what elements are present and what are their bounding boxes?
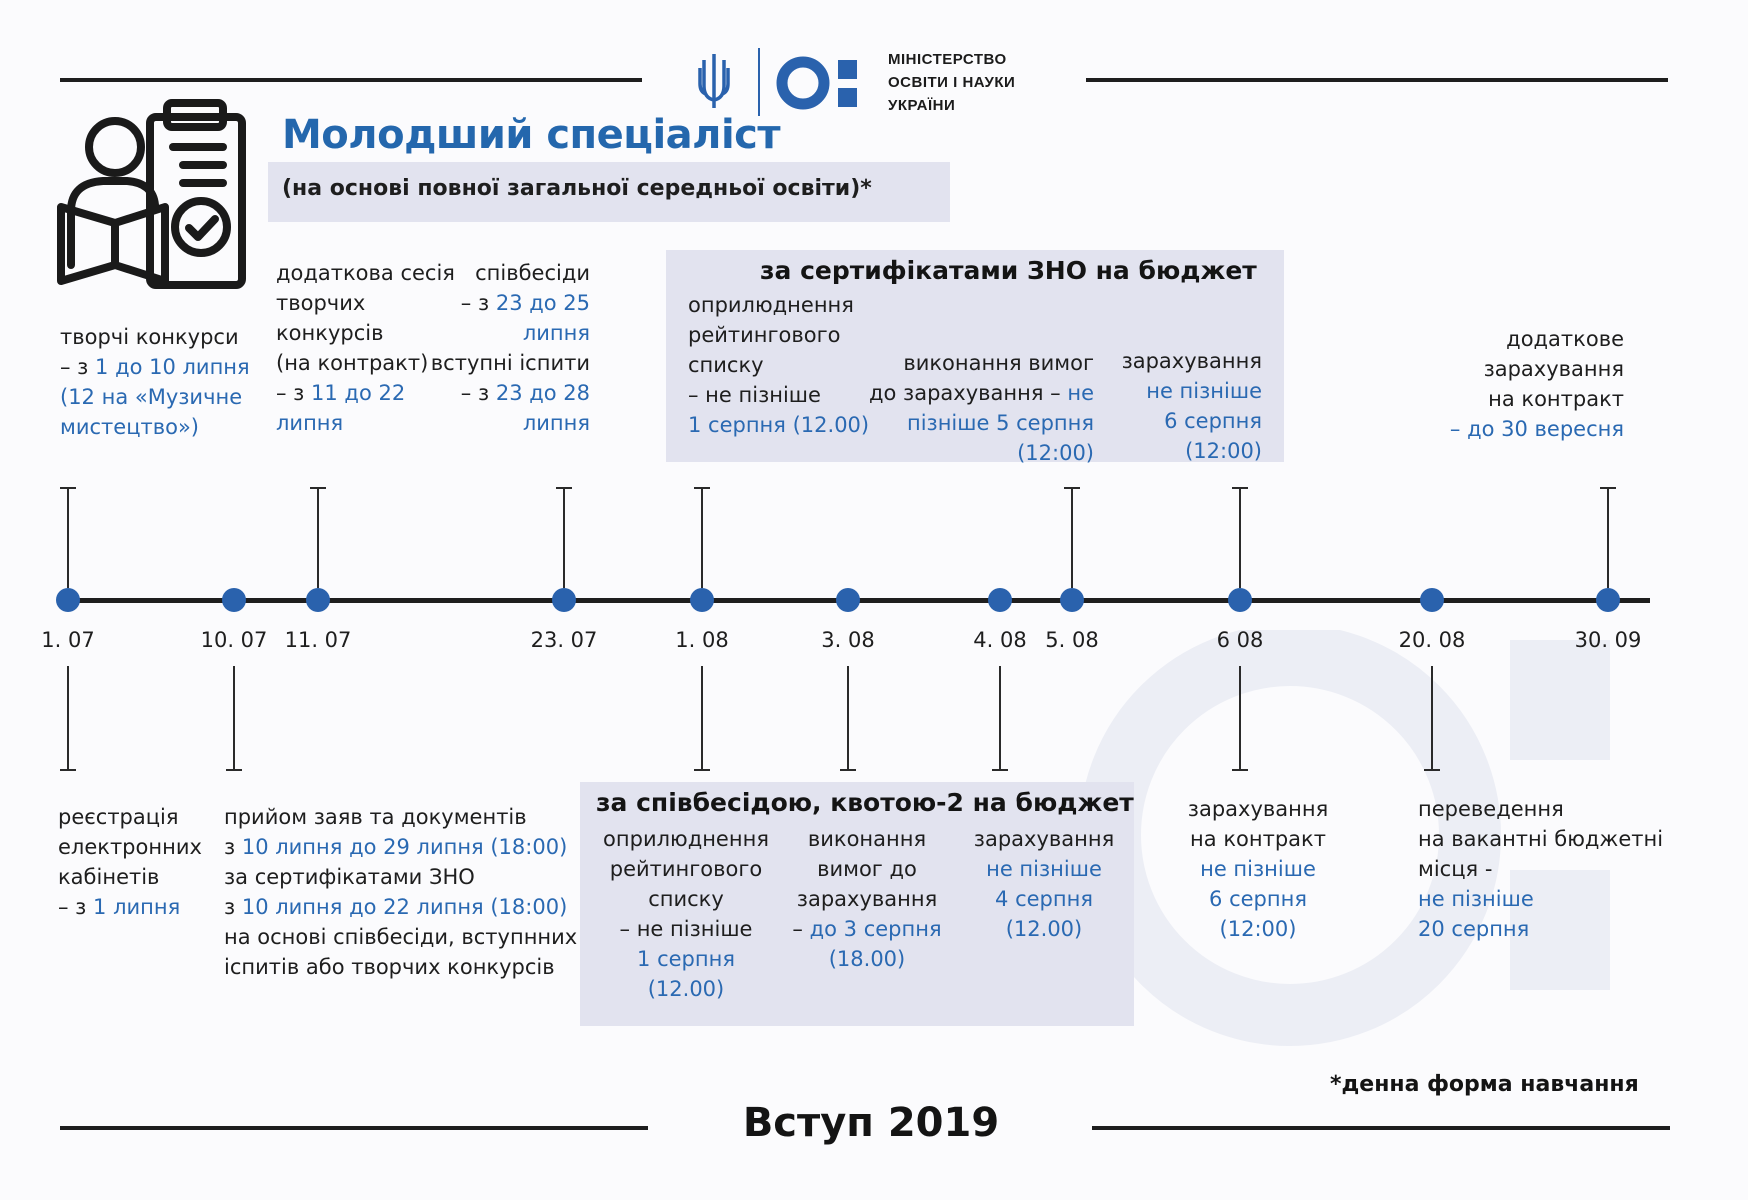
- event-contract-enrollment: зарахування на контракт не пізніше 6 серпня (12:00): [1187, 797, 1329, 941]
- event-budget-transfer: переведення на вакантні бюджетні місця - не пізніше 20 серпня: [1418, 797, 1664, 941]
- timeline-tick-cap: [694, 769, 710, 771]
- mon-logo-icon: [776, 54, 866, 112]
- timeline-tick-down: [999, 666, 1001, 770]
- page-subtitle: (на основі повної загальної середньої освіти)*: [282, 176, 872, 201]
- timeline-dot: [1060, 588, 1084, 612]
- header-rule-left: [60, 78, 642, 82]
- timeline-tick-up: [1071, 488, 1073, 588]
- timeline-tick-down: [701, 666, 703, 770]
- footer-title: Вступ 2019: [742, 1100, 1000, 1146]
- timeline-tick-cap: [60, 487, 76, 489]
- timeline-tick-cap: [1232, 769, 1248, 771]
- timeline-tick-down: [847, 666, 849, 770]
- event-extra-enrollment: додаткове зарахування на контракт – до 30 вересня: [1449, 327, 1624, 441]
- timeline-dot: [836, 588, 860, 612]
- timeline-dot: [552, 588, 576, 612]
- timeline-tick-cap: [310, 487, 326, 489]
- ministry-line-2: ОСВІТИ І НАУКИ: [888, 74, 1016, 91]
- timeline-date-label: 30. 09: [1574, 628, 1642, 652]
- ministry-line-1: МІНІСТЕРСТВО: [888, 51, 1007, 68]
- timeline-tick-cap: [60, 769, 76, 771]
- timeline-dot: [56, 588, 80, 612]
- timeline-tick-cap: [840, 769, 856, 771]
- timeline-date-label: 1. 08: [675, 628, 729, 652]
- timeline-date-label: 6 08: [1216, 628, 1264, 652]
- footnote: *денна форма навчання: [1330, 1072, 1639, 1097]
- timeline-tick-up: [1239, 488, 1241, 588]
- event-requirements-zno: виконання вимог до зарахування – не пізніше 5 серпня (12:00): [869, 351, 1094, 465]
- timeline-tick-cap: [1600, 487, 1616, 489]
- event-creative-contests: творчі конкурси – з 1 до 10 липня (12 на «Музичне мистецтво»): [60, 325, 250, 439]
- footer-rule-right: [1092, 1126, 1670, 1130]
- timeline-tick-cap: [1064, 487, 1080, 489]
- timeline-tick-up: [317, 488, 319, 588]
- timeline-tick-cap: [694, 487, 710, 489]
- timeline-tick-down: [1431, 666, 1433, 770]
- timeline-date-label: 5. 08: [1045, 628, 1099, 652]
- timeline-tick-up: [1607, 488, 1609, 588]
- timeline-tick-cap: [556, 487, 572, 489]
- timeline-tick-down: [233, 666, 235, 770]
- timeline-tick-down: [1239, 666, 1241, 770]
- event-interviews-exams: співбесіди – з 23 до 25 липня вступні іспити – з 23 до 28 липня: [430, 261, 590, 435]
- interview-budget-title: за співбесідою, квотою-2 на бюджет: [596, 788, 1134, 817]
- timeline-date-label: 23. 07: [530, 628, 598, 652]
- event-enrollment-interview: зарахування не пізніше 4 серпня (12.00): [973, 827, 1115, 941]
- applicant-clipboard-icon: [55, 95, 255, 295]
- timeline-dot: [306, 588, 330, 612]
- timeline-date-label: 11. 07: [284, 628, 352, 652]
- timeline-tick-up: [67, 488, 69, 588]
- timeline-tick-cap: [992, 769, 1008, 771]
- timeline-tick-cap: [1424, 769, 1440, 771]
- timeline-tick-up: [563, 488, 565, 588]
- trident-icon: [698, 50, 730, 112]
- timeline-dot: [988, 588, 1012, 612]
- event-rating-interview: оприлюднення рейтингового списку – не пізніше 1 серпня (12.00): [603, 827, 769, 1001]
- timeline-date-label: 1. 07: [41, 628, 95, 652]
- timeline-date-label: 10. 07: [200, 628, 268, 652]
- timeline-tick-cap: [226, 769, 242, 771]
- event-requirements-interview: виконання вимог до зарахування – до 3 серпня (18.00): [792, 827, 942, 971]
- footer-rule-left: [60, 1126, 648, 1130]
- timeline-dot: [1420, 588, 1444, 612]
- timeline-date-label: 3. 08: [821, 628, 875, 652]
- zno-budget-title: за сертифікатами ЗНО на бюджет: [760, 256, 1257, 285]
- event-registration: реєстрація електронних кабінетів – з 1 липня: [58, 805, 202, 919]
- page-title: Молодший спеціаліст: [282, 112, 781, 158]
- timeline-date-label: 20. 08: [1398, 628, 1466, 652]
- header-rule-right: [1086, 78, 1668, 82]
- timeline-dot: [222, 588, 246, 612]
- ministry-logo: [698, 48, 1038, 120]
- timeline-tick-cap: [1232, 487, 1248, 489]
- timeline-date-label: 4. 08: [973, 628, 1027, 652]
- timeline-dot: [1596, 588, 1620, 612]
- timeline-dot: [1228, 588, 1252, 612]
- event-applications: прийом заяв та документів з 10 липня до 29 липня (18:00) за сертифікатами ЗНО з 10 липня до 22 липня (18:00) на основі співбесіди, вступнних іспитів або творчих конкурсів: [224, 805, 578, 979]
- timeline-tick-down: [67, 666, 69, 770]
- event-rating-zno: оприлюднення рейтингового списку – не пізніше 1 серпня (12.00): [688, 293, 870, 437]
- event-enrollment-zno: зарахування не пізніше 6 серпня (12:00): [1121, 349, 1262, 463]
- timeline-tick-up: [701, 488, 703, 588]
- ministry-line-3: УКРАЇНИ: [888, 97, 956, 114]
- event-extra-creative-session: додаткова сесія творчих конкурсів (на контракт) – з 11 до 22 липня: [276, 261, 455, 435]
- timeline-dot: [690, 588, 714, 612]
